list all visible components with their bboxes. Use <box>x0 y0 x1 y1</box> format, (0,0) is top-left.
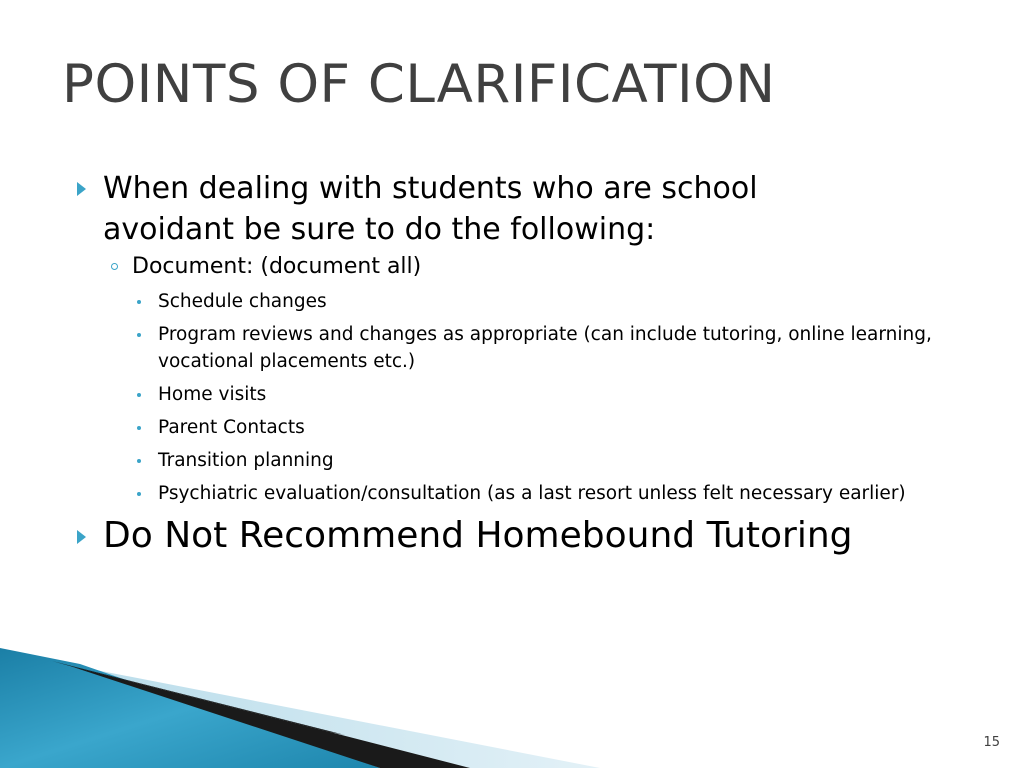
page-number: 15 <box>983 735 1000 750</box>
ring-bullet-icon <box>111 263 118 270</box>
list-item-text: Schedule changes <box>158 291 327 312</box>
dot-bullet-icon <box>137 426 141 430</box>
list-item <box>0 447 1024 474</box>
dot-bullet-icon <box>137 333 141 337</box>
list-item-text: Psychiatric evaluation/consultation (as a last resort unless felt necessary earlier) <box>158 483 906 504</box>
dot-bullet-icon <box>137 393 141 397</box>
sub-bullet-text: Document: (document all) <box>132 254 422 279</box>
bullet-text: When dealing with students who are school avoidant be sure to do the following: <box>103 171 758 247</box>
list-item-text: Program reviews and changes as appropriate (can include tutoring, online learning, vocational placements etc.) <box>158 324 932 372</box>
bullet-homebound <box>0 513 1024 559</box>
list-item <box>0 288 1024 315</box>
list-item-text: Transition planning <box>158 450 334 471</box>
slide-title: POINTS OF CLARIFICATION <box>62 54 776 115</box>
teal-swoosh-band <box>0 648 380 768</box>
list-item-text: Home visits <box>158 384 267 405</box>
slide-content <box>0 168 1024 559</box>
list-item <box>0 480 1024 507</box>
bullet-text: Do Not Recommend Homebound Tutoring <box>103 515 853 556</box>
dot-bullet-icon <box>137 300 141 304</box>
arrow-bullet-icon <box>77 530 86 544</box>
arrow-bullet-icon <box>77 182 86 196</box>
list-item <box>0 321 1024 375</box>
dot-bullet-icon <box>137 492 141 496</box>
bullet-school-avoidant <box>0 168 1024 250</box>
list-item-text: Parent Contacts <box>158 417 305 438</box>
list-item <box>0 381 1024 408</box>
sub-bullet-document <box>0 252 1024 282</box>
list-item <box>0 414 1024 441</box>
dot-bullet-icon <box>137 459 141 463</box>
